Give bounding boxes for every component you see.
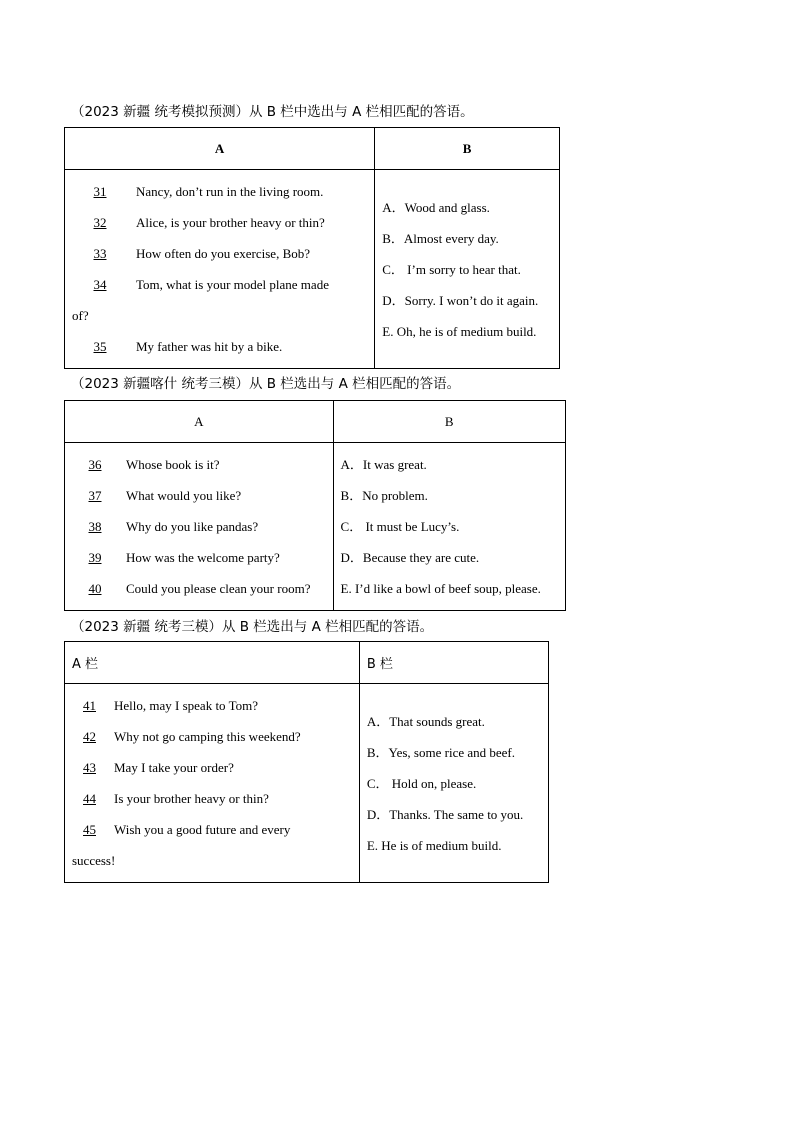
a-item: 45 Wish you a good future and every	[72, 814, 352, 845]
a-item: 31 Nancy, don’t run in the living room.	[72, 176, 367, 207]
b-item: E. I’d like a bowl of beef soup, please.	[340, 581, 541, 596]
b-item: C． Hold on, please.	[366, 775, 477, 791]
answer-blank[interactable]: 31	[93, 184, 107, 199]
answer-blank[interactable]: 38	[88, 519, 102, 534]
answer-blank[interactable]: 41	[83, 698, 96, 713]
match-table-2	[64, 400, 566, 611]
answer-blank[interactable]: 44	[83, 791, 96, 806]
b-item: D．Because they are cute.	[340, 550, 480, 565]
answer-blank[interactable]: 33	[93, 246, 107, 261]
answer-blank[interactable]: 32	[93, 215, 107, 230]
a-item: 40 Could you please clean your room?	[72, 573, 326, 604]
col-a-header: A	[65, 401, 334, 443]
section-1-heading: （2023 新疆 统考模拟预测）从 B 栏中选出与 A 栏相匹配的答语。	[71, 104, 474, 120]
a-item: 35 My father was hit by a bike.	[72, 331, 367, 362]
b-item: E. Oh, he is of medium build.	[382, 323, 537, 339]
answer-blank[interactable]: 34	[93, 277, 107, 292]
col-b-header: B 栏	[359, 642, 548, 684]
b-item: D．Sorry. I won’t do it again.	[382, 292, 539, 308]
a-item: 43 May I take your order?	[72, 752, 352, 783]
answer-blank[interactable]: 35	[93, 339, 107, 354]
col-b-header: B	[375, 128, 560, 170]
b-item: B．Almost every day.	[382, 230, 499, 246]
section-2-heading: （2023 新疆喀什 统考三模）从 B 栏选出与 A 栏相匹配的答语。	[71, 376, 461, 392]
answer-blank[interactable]: 43	[83, 760, 96, 775]
b-item: A．Wood and glass.	[382, 199, 490, 215]
answer-blank[interactable]: 42	[83, 729, 96, 744]
col-a-items	[65, 443, 333, 610]
a-item: 37 What would you like?	[72, 480, 326, 511]
match-table-3	[64, 641, 549, 883]
b-item: B．No problem.	[340, 488, 428, 503]
answer-blank[interactable]: 40	[88, 581, 102, 596]
col-a-items	[65, 170, 374, 368]
section-3-heading: （2023 新疆 统考三模）从 B 栏选出与 A 栏相匹配的答语。	[71, 619, 434, 635]
b-item: E. He is of medium build.	[366, 837, 502, 853]
answer-blank[interactable]: 37	[88, 488, 102, 503]
a-item: 44 Is your brother heavy or thin?	[72, 783, 352, 814]
b-item: C． It must be Lucy’s.	[340, 519, 460, 534]
answer-blank[interactable]: 36	[88, 457, 102, 472]
b-item: A．That sounds great.	[366, 713, 485, 729]
a-item: 39 How was the welcome party?	[72, 542, 326, 573]
col-b-items	[360, 700, 548, 867]
col-b-items	[334, 443, 565, 610]
match-table-1	[64, 127, 560, 369]
col-b-header: B	[333, 401, 565, 443]
a-item-continued: success!	[72, 853, 116, 868]
col-a-header: A	[65, 128, 375, 170]
answer-blank[interactable]: 39	[88, 550, 102, 565]
a-item: 41 Hello, may I speak to Tom?	[72, 690, 352, 721]
col-b-items	[375, 186, 559, 353]
a-item: 33 How often do you exercise, Bob?	[72, 238, 367, 269]
b-item: A．It was great.	[340, 457, 427, 472]
a-item: 38 Why do you like pandas?	[72, 511, 326, 542]
a-item: 36 Whose book is it?	[72, 449, 326, 480]
col-a-items	[65, 684, 359, 882]
b-item: D．Thanks. The same to you.	[366, 806, 524, 822]
a-item: 32 Alice, is your brother heavy or thin?	[72, 207, 367, 238]
b-item: B．Yes, some rice and beef.	[366, 744, 515, 760]
a-item: 34 Tom, what is your model plane made	[72, 269, 367, 300]
col-a-header: A 栏	[65, 642, 360, 684]
a-item-continued: of?	[72, 308, 89, 323]
answer-blank[interactable]: 45	[83, 822, 96, 837]
a-item: 42 Why not go camping this weekend?	[72, 721, 352, 752]
b-item: C． I’m sorry to hear that.	[382, 261, 521, 277]
